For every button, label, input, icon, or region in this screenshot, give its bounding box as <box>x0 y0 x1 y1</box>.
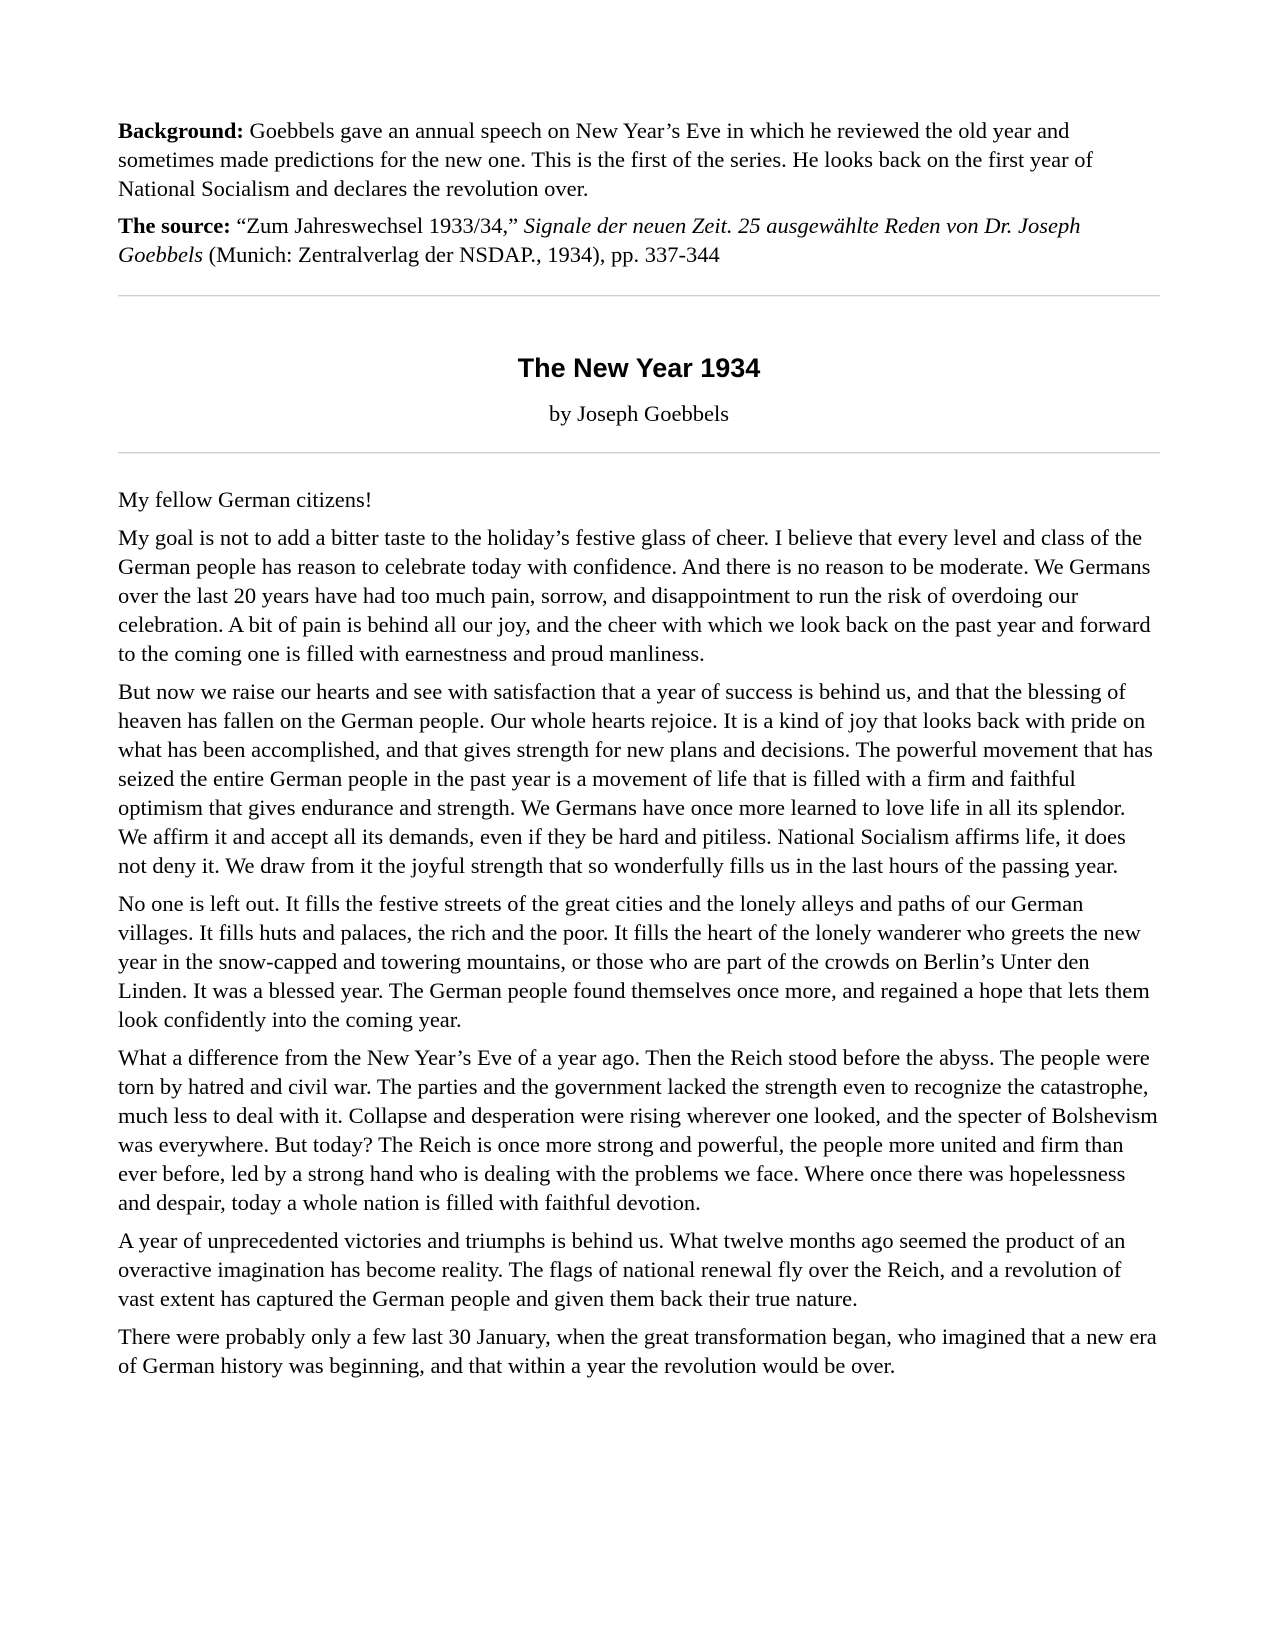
page-title: The New Year 1934 <box>517 353 761 383</box>
source-title: Signale der neuen Zeit. 25 ausgewählte Reden von Dr. Joseph Goebbels <box>118 213 1081 267</box>
source-label: The source: <box>118 213 231 238</box>
background-paragraph <box>118 116 1160 203</box>
source-text-after: (Munich: Zentralverlag der NSDAP., 1934), pp. 337-344 <box>202 242 720 267</box>
source-text-before: “Zum Jahreswechsel 1933/34,” <box>230 213 524 238</box>
speech-paragraph: What a difference from the New Year’s Eve of a year ago. Then the Reich stood before the abyss. The people were torn by hatred and civil war. The parties and the government lacked the strength even to recognize the catastrophe, much less to deal with it. Collapse and desperation were rising wherever one looked, and the specter of Bolshevism was everywhere. But today? The Reich is once more strong and powerful, the people more united and firm than ever before, led by a strong hand who is dealing with the problems we face. Where once there was hopelessness and despair, today a whole nation is filled with faithful devotion. <box>118 1045 1158 1215</box>
speech-paragraph: My fellow German citizens! <box>118 487 373 512</box>
speech-paragraph: My goal is not to add a bitter taste to the holiday’s festive glass of cheer. I believe that every level and class of the German people has reason to celebrate today with confidence. And there is no reason to be moderate. We Germans over the last 20 years have had too much pain, sorrow, and disappointment to run the risk of overdoing our celebration. A bit of pain is behind all our joy, and the cheer with which we look back on the past year and forward to the coming one is filled with earnestness and proud manliness. <box>118 525 1151 666</box>
byline: by Joseph Goebbels <box>549 401 729 426</box>
speech-paragraph: No one is left out. It fills the festive streets of the great cities and the lonely alleys and paths of our German villages. It fills huts and palaces, the rich and the poor. It fills the heart of the lonely wanderer who greets the new year in the snow-capped and towering mountains, or those who are part of the crowds on Berlin’s Unter den Linden. It was a blessed year. The German people found themselves once more, and regained a hope that lets them look confidently into the coming year. <box>118 891 1150 1032</box>
document-page <box>118 116 1160 1389</box>
title-block <box>118 297 1160 428</box>
speech-paragraph: There were probably only a few last 30 January, when the great transformation began, who imagined that a new era of German history was beginning, and that within a year the revolution would be over. <box>118 1324 1157 1378</box>
speech-body <box>118 454 1160 1380</box>
source-paragraph <box>118 211 1160 269</box>
speech-paragraph: A year of unprecedented victories and triumphs is behind us. What twelve months ago seemed the product of an overactive imagination has become reality. The flags of national renewal fly over the Reich, and a revolution of vast extent has captured the German people and given them back their true nature. <box>118 1228 1126 1311</box>
background-label: Background: <box>118 118 244 143</box>
speech-paragraph: But now we raise our hearts and see with satisfaction that a year of success is behind us, and that the blessing of heaven has fallen on the German people. Our whole hearts rejoice. It is a kind of joy that looks back with pride on what has been accomplished, and that gives strength for new plans and decisions. The powerful movement that has seized the entire German people in the past year is a movement of life that is filled with a firm and faithful optimism that gives endurance and strength. We Germans have once more learned to love life in all its splendor. We affirm it and accept all its demands, even if they be hard and pitiless. National Socialism affirms life, it does not deny it. We draw from it the joyful strength that so wonderfully fills us in the last hours of the passing year. <box>118 679 1153 878</box>
background-text: Goebbels gave an annual speech on New Year’s Eve in which he reviewed the old year and sometimes made predictions for the new one. This is the first of the series. He looks back on the first year of National Socialism and declares the revolution over. <box>118 118 1093 201</box>
